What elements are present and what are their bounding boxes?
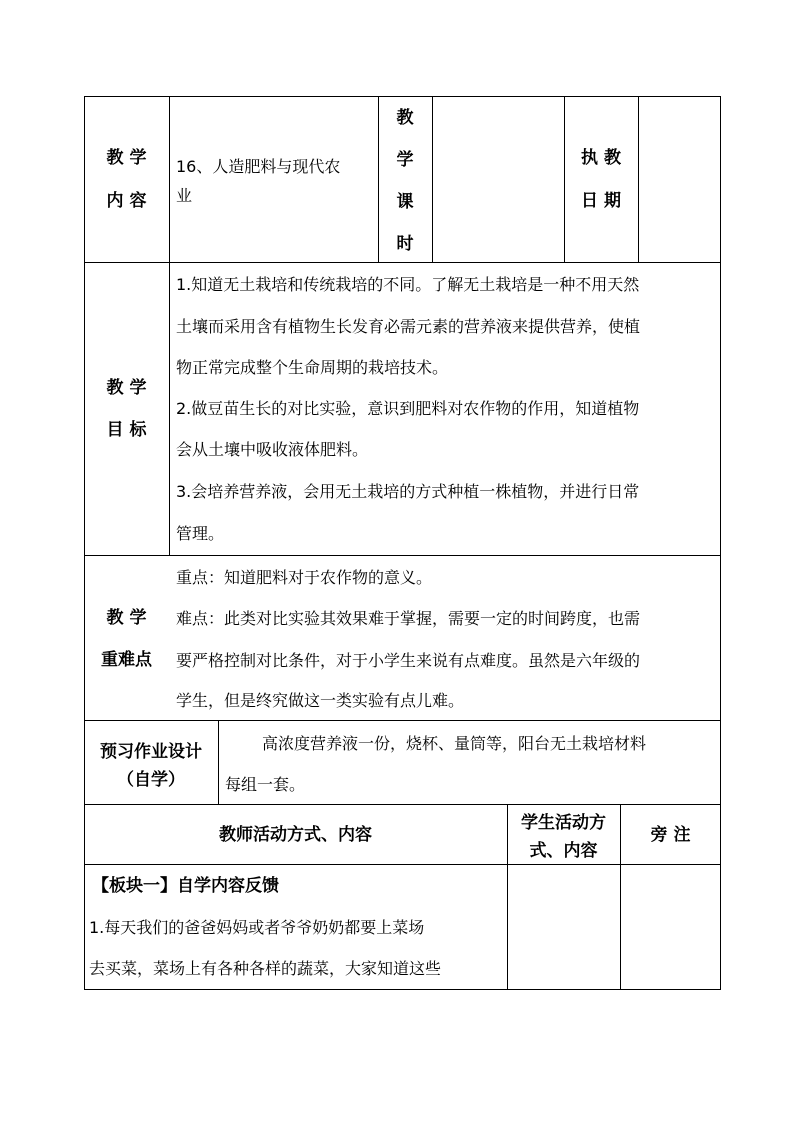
goal-line: 管理。	[176, 524, 225, 543]
goal-line: 土壤而采用含有植物生长发育必需元素的营养液来提供营养，使植	[176, 317, 641, 336]
goals-label: 目 标	[106, 420, 147, 440]
teacher-activity-header: 教师活动方式、内容	[219, 825, 372, 845]
notes-header: 旁 注	[650, 825, 691, 845]
col-divider	[638, 96, 639, 263]
col-divider	[218, 720, 219, 805]
hours-label: 教	[396, 108, 414, 128]
difficulty-line: 学生，但是终究做这一类实验有点儿难。	[176, 691, 465, 710]
hours-label: 时	[396, 234, 414, 254]
row-divider	[84, 262, 721, 263]
preview-label: 预习作业设计	[100, 742, 202, 762]
col-divider	[432, 96, 433, 263]
date-label: 执 教	[581, 148, 621, 168]
difficulty-line: 要严格控制对比条件，对于小学生来说有点难度。虽然是六年级的	[176, 651, 641, 670]
goal-line: 会从土壤中吸收液体肥料。	[176, 440, 369, 459]
difficulty-label: 教 学	[106, 608, 147, 628]
lesson-plan-table	[84, 96, 721, 990]
goal-line: 1.知道无土栽培和传统栽培的不同。了解无土栽培是一种不用天然	[176, 275, 640, 294]
row-divider	[84, 864, 721, 865]
goal-line: 物正常完成整个生命周期的栽培技术。	[176, 358, 449, 377]
goals-label: 教 学	[106, 378, 147, 398]
difficulty-label: 重难点	[101, 650, 152, 670]
goal-line: 2.做豆苗生长的对比实验，意识到肥料对农作物的作用，知道植物	[176, 399, 640, 418]
lesson-title: 16、人造肥料与现代农	[176, 157, 341, 176]
student-activity-header: 式、内容	[529, 841, 598, 861]
hours-label: 课	[396, 192, 414, 212]
lesson-title: 业	[176, 186, 193, 205]
preview-line: 每组一套。	[225, 775, 306, 794]
hours-label: 学	[396, 150, 414, 170]
row-divider	[84, 804, 721, 805]
content-label: 教 学	[106, 148, 147, 168]
preview-label: （自学）	[117, 770, 185, 790]
section-line: 1.每天我们的爸爸妈妈或者爷爷奶奶都要上菜场	[89, 918, 425, 937]
section-line: 去买菜，菜场上有各种各样的蔬菜，大家知道这些	[89, 959, 442, 978]
section-title: 【板块一】自学内容反馈	[92, 876, 279, 896]
student-activity-header: 学生活动方	[521, 813, 606, 833]
content-label: 内 容	[106, 191, 147, 211]
row-divider	[84, 720, 721, 721]
col-divider	[169, 96, 170, 263]
difficulty-line: 重点：知道肥料对于农作物的意义。	[176, 568, 433, 587]
date-label: 日 期	[581, 191, 621, 211]
goal-line: 3.会培养营养液，会用无土栽培的方式种植一株植物，并进行日常	[176, 482, 640, 501]
preview-line: 高浓度营养液一份，烧杯、量筒等，阳台无土栽培材料	[262, 734, 647, 753]
col-divider	[564, 96, 565, 263]
difficulty-line: 难点：此类对比实验其效果难于掌握，需要一定的时间跨度，也需	[176, 609, 641, 628]
col-divider	[169, 262, 170, 556]
row-divider	[84, 555, 721, 556]
